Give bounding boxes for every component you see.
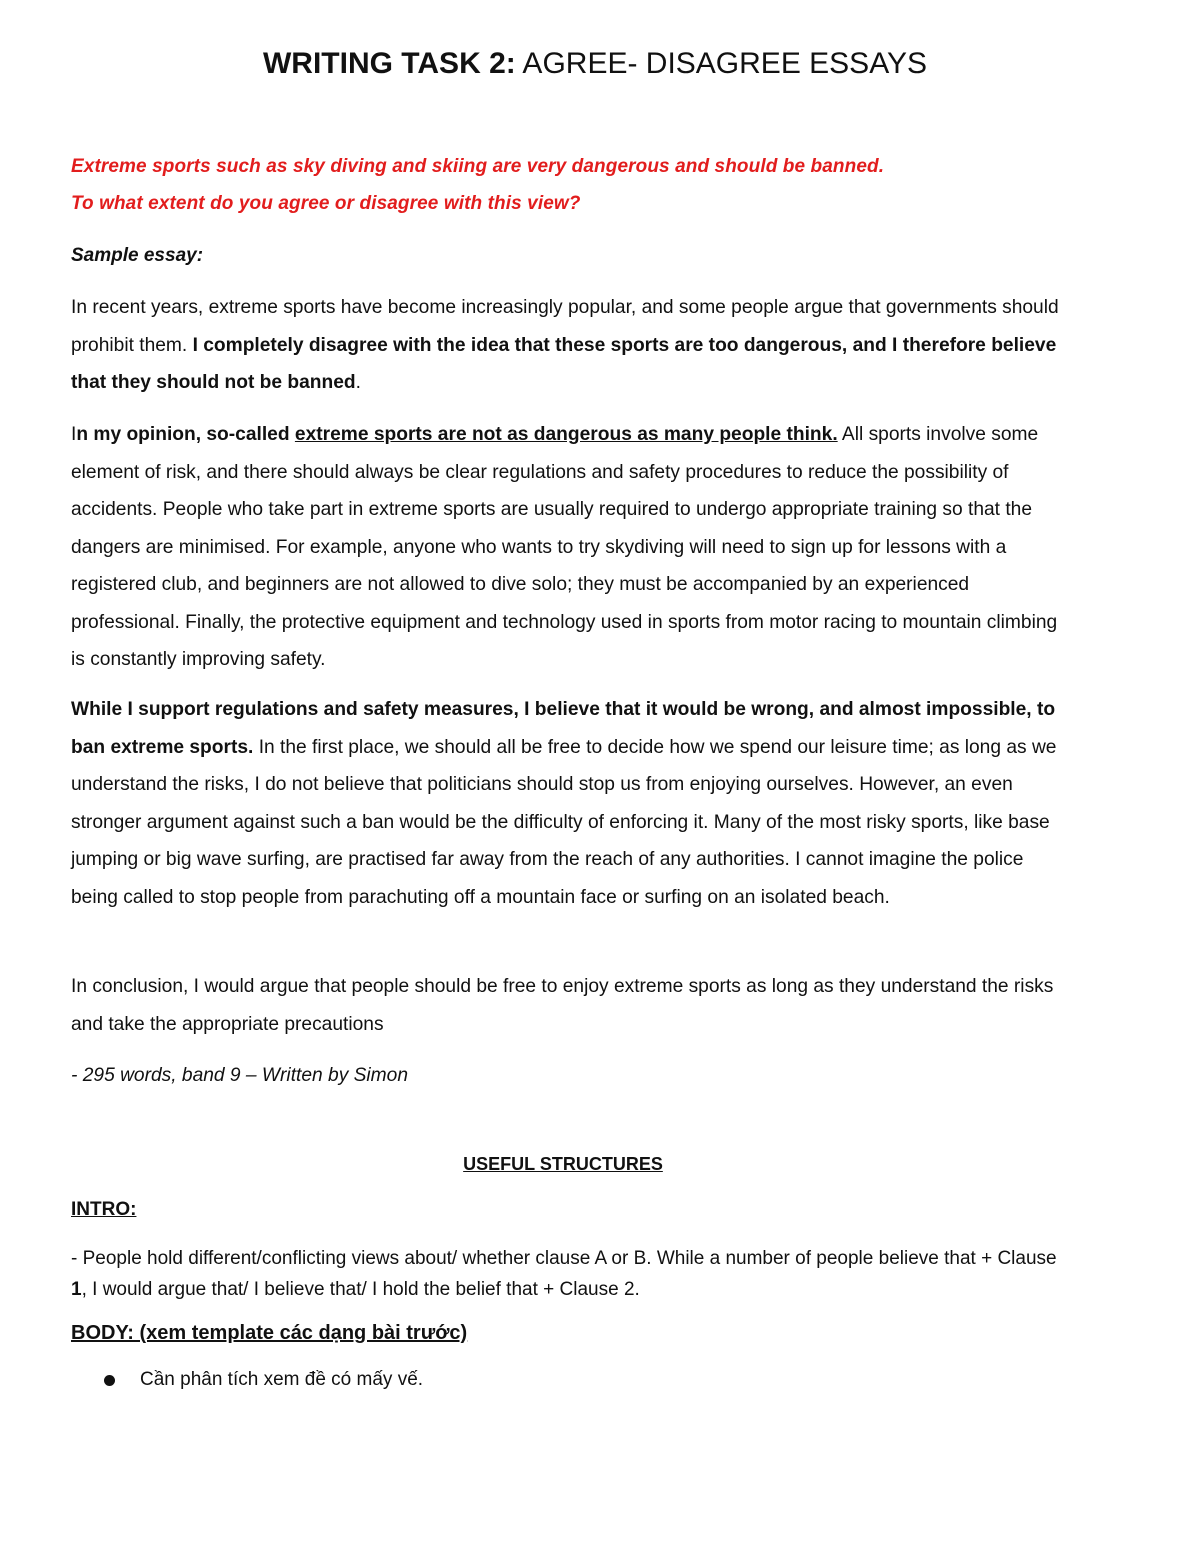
essay-paragraph-body-1 <box>71 416 1071 679</box>
essay-signature: - 295 words, band 9 – Written by Simon <box>71 1065 409 1086</box>
essay-paragraph-body-2 <box>71 691 1071 916</box>
essay-prompt-line-2: To what extent do you agree or disagree with this view? <box>71 193 581 214</box>
sample-essay-label: Sample essay: <box>71 245 204 266</box>
intro-text-bold: 1 <box>71 1279 82 1300</box>
bullet-icon <box>104 1375 115 1386</box>
useful-structures-heading: USEFUL STRUCTURES <box>463 1154 663 1174</box>
essay-paragraph-conclusion: In conclusion, I would argue that people should be free to enjoy extreme sports as long as they understand the risks and take the appropriate precautions <box>71 976 1054 1035</box>
intro-text-2: , I would argue that/ I believe that/ I hold the belief that + Clause 2. <box>81 1279 640 1300</box>
intro-text-1: - People hold different/conflicting views about/ whether clause A or B. While a number of people believe that + Clause <box>71 1248 1057 1269</box>
body-heading: BODY: (xem template các dạng bài trước) <box>71 1322 468 1344</box>
intro-structure-text <box>71 1243 1071 1305</box>
title-rest: AGREE- DISAGREE ESSAYS <box>515 47 927 80</box>
p1-thesis: I completely disagree with the idea that these sports are too dangerous, and I therefore believe that they should not be banned <box>71 334 1057 393</box>
p1-text: In recent years, extreme sports have become increasingly popular, and some people argue that governments should prohibit them. <box>71 297 1059 356</box>
p2-topic-sentence: extreme sports are not as dangerous as many people think. <box>294 424 838 445</box>
list-item <box>104 1367 1004 1393</box>
p1-end: . <box>355 372 361 393</box>
p3-text: In the first place, we should all be free to decide how we spend our leisure time; as long as we understand the risks, I do not believe that politicians should stop us from enjoying ourselves. However, an even stronger argument against such a ban would be the difficulty of enforcing it. Many of the most risky sports, like base jumping or big wave surfing, are practised far away from the reach of any authorities. I cannot imagine the police being called to stop people from parachuting off a mountain face or surfing on an isolated beach. <box>71 736 1057 908</box>
p3-topic-sentence: While I support regulations and safety measures, I believe that it would be wrong, and almost impossible, to ban extreme sports. <box>71 699 1056 758</box>
document-title <box>0 44 1190 84</box>
intro-heading: INTRO: <box>71 1199 137 1220</box>
p2-bold-lead: n my opinion, so-called <box>76 424 295 445</box>
title-bold: WRITING TASK 2: <box>262 47 516 80</box>
essay-paragraph-intro <box>71 289 1071 402</box>
p2-text: All sports involve some element of risk, and there should always be clear regulations and safety procedures to reduce the possibility of accidents. People who take part in extreme sports are usually required to undergo appropriate training so that the dangers are minimised. For example, anyone who wants to try skydiving will need to sign up for lessons with a registered club, and beginners are not allowed to dive solo; they must be accompanied by an experienced professional. Finally, the protective equipment and technology used in sports from motor racing to mountain climbing is constantly improving safety. <box>71 424 1058 670</box>
bullet-text: Cần phân tích xem đề có mấy vế. <box>140 1369 424 1390</box>
p2-initial: I <box>71 424 77 445</box>
essay-prompt-line-1: Extreme sports such as sky diving and skiing are very dangerous and should be banned. <box>71 156 885 177</box>
